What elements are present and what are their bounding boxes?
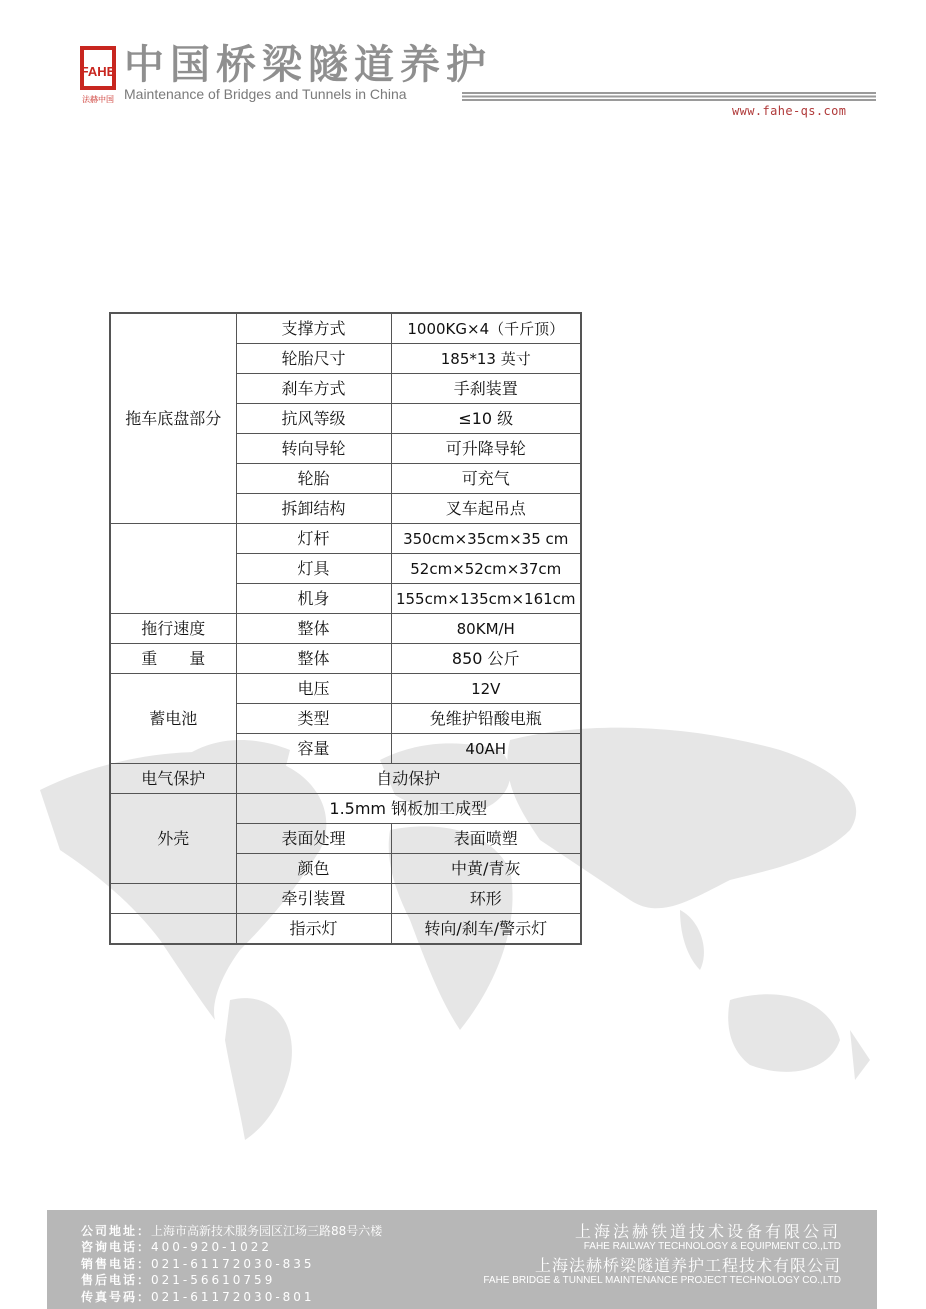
header-rule (462, 92, 876, 101)
item-value: 850 公斤 (391, 644, 581, 674)
logo-text: FAHE (80, 64, 116, 79)
item-label: 轮胎尺寸 (236, 344, 391, 374)
item-label: 整体 (236, 614, 391, 644)
item-value: 155cm×135cm×161cm (391, 584, 581, 614)
group-electric: 电气保护 (110, 764, 236, 794)
table-row (110, 644, 581, 674)
item-value: 40AH (391, 734, 581, 764)
footer-companies (483, 1222, 841, 1287)
fax-label: 传真号码： (81, 1289, 152, 1304)
group-shell: 外壳 (110, 794, 236, 884)
item-value: 可充气 (391, 464, 581, 494)
footer-address (81, 1223, 382, 1239)
group-towing (110, 884, 236, 914)
item-label: 灯杆 (236, 524, 391, 554)
footer-fax (81, 1289, 382, 1305)
address-label: 公司地址： (81, 1224, 152, 1238)
group-chassis-label: 拖车底盘部分 (125, 408, 222, 428)
table-row (110, 524, 581, 554)
item-value: 350cm×35cm×35 cm (391, 524, 581, 554)
table-row (110, 794, 581, 824)
item-value: 可升降导轮 (391, 434, 581, 464)
sales-label: 销售电话： (81, 1256, 152, 1271)
item-label: 轮胎 (236, 464, 391, 494)
item-value: ≤10 级 (391, 404, 581, 434)
group-chassis (110, 313, 236, 524)
fahe-logo (78, 42, 118, 108)
group-speed: 拖行速度 (110, 614, 236, 644)
footer-contact (81, 1223, 382, 1305)
logo-subtext: 法赫中国 (82, 95, 114, 104)
brand-title-cn: 中国桥梁隧道养护 (124, 42, 492, 88)
item-label: 抗风等级 (236, 404, 391, 434)
footer-consult (81, 1239, 382, 1255)
after-value: 021-56610759 (151, 1273, 276, 1288)
group-dimensions (110, 524, 236, 614)
item-value: 转向/刹车/警示灯 (391, 914, 581, 945)
spec-table (109, 312, 582, 945)
item-value: 12V (391, 674, 581, 704)
item-value: 免维护铅酸电瓶 (391, 704, 581, 734)
footer (47, 1210, 877, 1309)
item-label: 指示灯 (236, 914, 391, 945)
item-value: 自动保护 (236, 764, 581, 794)
sales-value: 021-61172030-835 (151, 1256, 315, 1271)
item-label: 表面处理 (236, 824, 391, 854)
item-value: 环形 (391, 884, 581, 914)
company2-name-cn: 上海法赫桥梁隧道养护工程技术有限公司 (534, 1256, 841, 1275)
item-value: 1000KG×4（千斤顶） (391, 313, 581, 344)
website-url[interactable]: www.fahe-qs.com (732, 104, 847, 118)
address-value: 上海市高新技术服务园区江场三路88号六楼 (151, 1224, 383, 1238)
item-label: 牵引装置 (236, 884, 391, 914)
item-value: 80KM/H (391, 614, 581, 644)
company1-name-en: FAHE RAILWAY TECHNOLOGY & EQUIPMENT CO.,LTD (583, 1241, 841, 1252)
item-label: 拆卸结构 (236, 494, 391, 524)
item-label: 类型 (236, 704, 391, 734)
company2-name-en: FAHE BRIDGE & TUNNEL MAINTENANCE PROJECT TECHNOLOGY CO.,LTD (483, 1275, 841, 1286)
table-row (110, 313, 581, 344)
item-label: 支撑方式 (236, 313, 391, 344)
fax-value: 021-61172030-801 (151, 1289, 315, 1304)
item-label: 刹车方式 (236, 374, 391, 404)
item-value: 185*13 英寸 (391, 344, 581, 374)
item-label: 机身 (236, 584, 391, 614)
table-row (110, 614, 581, 644)
consult-label: 咨询电话： (81, 1240, 152, 1255)
item-label: 转向导轮 (236, 434, 391, 464)
item-value: 52cm×52cm×37cm (391, 554, 581, 584)
item-label: 灯具 (236, 554, 391, 584)
table-row (110, 914, 581, 945)
group-battery: 蓄电池 (110, 674, 236, 764)
table-row (110, 674, 581, 704)
group-weight: 重 量 (110, 644, 236, 674)
consult-value: 400-920-1022 (151, 1240, 273, 1255)
item-label: 容量 (236, 734, 391, 764)
table-row (110, 764, 581, 794)
item-value: 表面喷塑 (391, 824, 581, 854)
company1-name-cn: 上海法赫铁道技术设备有限公司 (574, 1222, 841, 1241)
item-label: 颜色 (236, 854, 391, 884)
after-label: 售后电话： (81, 1273, 152, 1288)
item-value: 1.5mm 钢板加工成型 (236, 794, 581, 824)
footer-sales (81, 1256, 382, 1272)
group-indicator (110, 914, 236, 945)
item-value: 手刹装置 (391, 374, 581, 404)
item-label: 整体 (236, 644, 391, 674)
item-value: 叉车起吊点 (391, 494, 581, 524)
table-row (110, 884, 581, 914)
footer-after (81, 1272, 382, 1288)
brand-title-en: Maintenance of Bridges and Tunnels in China (124, 86, 407, 102)
item-label: 电压 (236, 674, 391, 704)
item-value: 中黄/青灰 (391, 854, 581, 884)
